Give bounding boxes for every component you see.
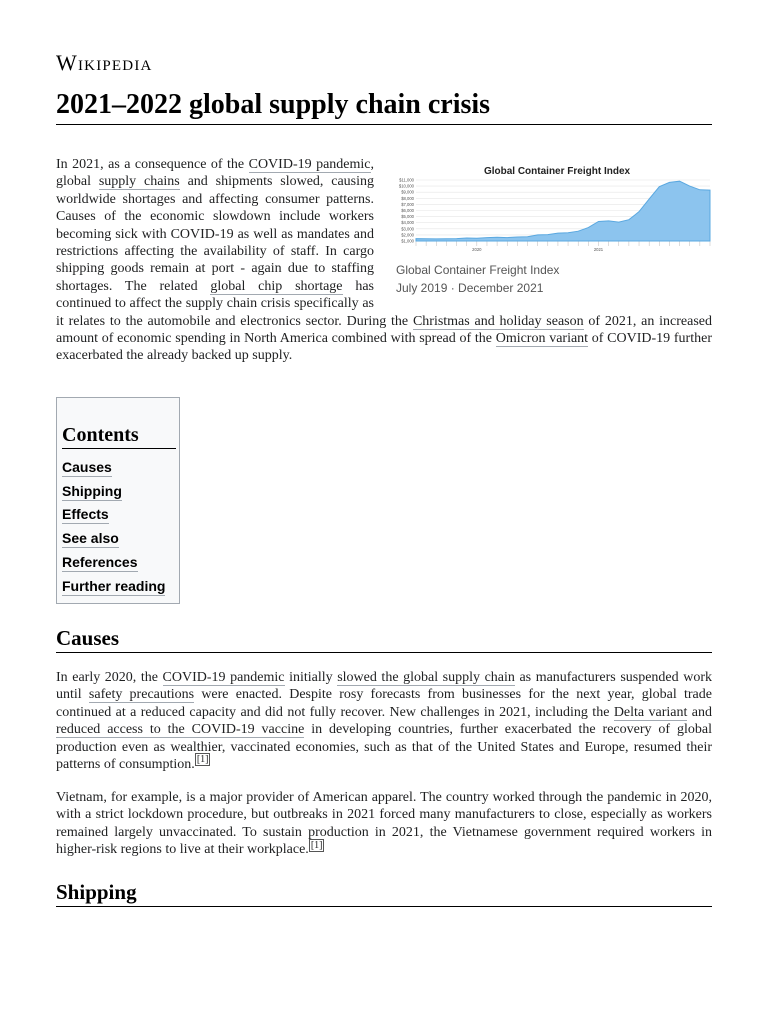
- heading-causes: Causes: [56, 624, 712, 653]
- heading-shipping: Shipping: [56, 878, 712, 907]
- chart-y-tick-label: $10,000: [398, 183, 414, 189]
- chart-x-year-label: 2020: [472, 247, 482, 252]
- link-slowed-supply-chain[interactable]: slowed the global supply chain: [337, 670, 515, 685]
- link-delta-variant[interactable]: Delta variant: [613, 704, 688, 720]
- toc-item-causes[interactable]: Causes: [62, 459, 112, 475]
- chart-y-tick-label: $5,000: [401, 214, 414, 220]
- table-of-contents: [56, 397, 180, 604]
- link-supply-chains[interactable]: supply chains: [98, 174, 180, 190]
- chart-y-tick-label: $1,000: [401, 238, 414, 244]
- link-vaccine-access[interactable]: reduced access to the COVID-19 vaccine: [56, 722, 305, 738]
- chart-caption-range: July 2019 · December 2021: [396, 281, 544, 295]
- link-covid-pandemic[interactable]: COVID-19 pandemic: [248, 157, 371, 172]
- toc-item-effects[interactable]: Effects: [62, 506, 109, 522]
- citation-1[interactable]: [1]: [196, 754, 209, 766]
- link-global-chip-shortage[interactable]: global chip shortage: [210, 278, 343, 294]
- chart-y-tick-label: $4,000: [401, 220, 414, 226]
- chart-y-tick-label: $3,000: [401, 226, 414, 232]
- causes-paragraph-1: In early 2020, the COVID-19 pandemic initially slowed the global supply chain as manufacturers suspended work until safety precautions were enacted. Despite rosy forecasts from businesses for the next year, global trade continued at a reduced capacity and did not fully recover. New challenges in 2021, including the Delta variant and reduced access to the COVID-19 vaccine in developing countries, further exacerbated the recovery of global production even as wealthier, vaccinated economies, such as that of the United States and Europe, resumed their patterns of consumption. [1]: [56, 670, 713, 773]
- toc-item-references[interactable]: References: [62, 554, 138, 570]
- page-title: 2021–2022 global supply chain crisis: [56, 86, 712, 125]
- chart-y-tick-label: $9,000: [401, 189, 414, 195]
- toc-item-see-also[interactable]: See also: [62, 530, 119, 546]
- freight-chart[interactable]: [394, 156, 712, 260]
- chart-y-tick-label: $7,000: [401, 201, 414, 207]
- causes-paragraph-2: Vietnam, for example, is a major provider of American apparel. The country worked through the pandemic in 2020, with a strict lockdown procedure, but outbreaks in 2021 forced many manufacturers to close, especially as workers remained largely unvaccinated. To sustain production in 2021, the Vietnamese government required workers in higher-risk regions to live at their workplace. [1]: [56, 790, 712, 858]
- toc-item-further-reading[interactable]: Further reading: [62, 578, 166, 594]
- link-safety-precautions[interactable]: safety precautions: [88, 687, 195, 703]
- toc-title: Contents: [62, 422, 176, 449]
- intro-paragraph: In 2021, as a consequence of the COVID-19 pandemic, global supply chains and shipments slowed, causing worldwide shortages and affecting consumer patterns. Causes of the economic slowdown include workers becoming sick with COVID-19 as well as mandates and restrictions affecting the availability of staff. In cargo shipping goods remain at port - again due to staffing shortages. The related global chip shortage has continued to affect the supply chain crisis specifically as it relates to the automobile and electronics sector. During the Christmas and holiday season of 2021, an increased amount of economic spending in North America combined with spread of the Omicron variant of COVID-19 further exacerbated the already backed up supply.: [56, 157, 713, 364]
- chart-caption-title: Global Container Freight Index: [396, 263, 560, 277]
- chart-y-tick-label: $8,000: [401, 195, 414, 201]
- chart-title: Global Container Freight Index: [483, 166, 631, 177]
- chart-area-series: [416, 181, 710, 241]
- link-christmas-season[interactable]: Christmas and holiday season: [412, 313, 584, 329]
- wikipedia-wordmark[interactable]: Wikipedia: [56, 50, 153, 75]
- chart-y-tick-label: $11,000: [399, 177, 414, 183]
- chart-x-year-label: 2021: [593, 247, 604, 252]
- freight-chart-svg: [394, 156, 712, 260]
- chart-y-tick-label: $6,000: [401, 208, 414, 213]
- chart-y-tick-label: $2,000: [401, 232, 414, 238]
- intro-section: [56, 156, 712, 365]
- citation-1b[interactable]: [1]: [310, 839, 323, 851]
- link-covid-pandemic-2[interactable]: COVID-19 pandemic: [162, 670, 285, 685]
- infobox: [394, 156, 712, 296]
- toc-item-shipping[interactable]: Shipping: [62, 483, 122, 499]
- link-omicron-variant[interactable]: Omicron variant: [495, 331, 589, 347]
